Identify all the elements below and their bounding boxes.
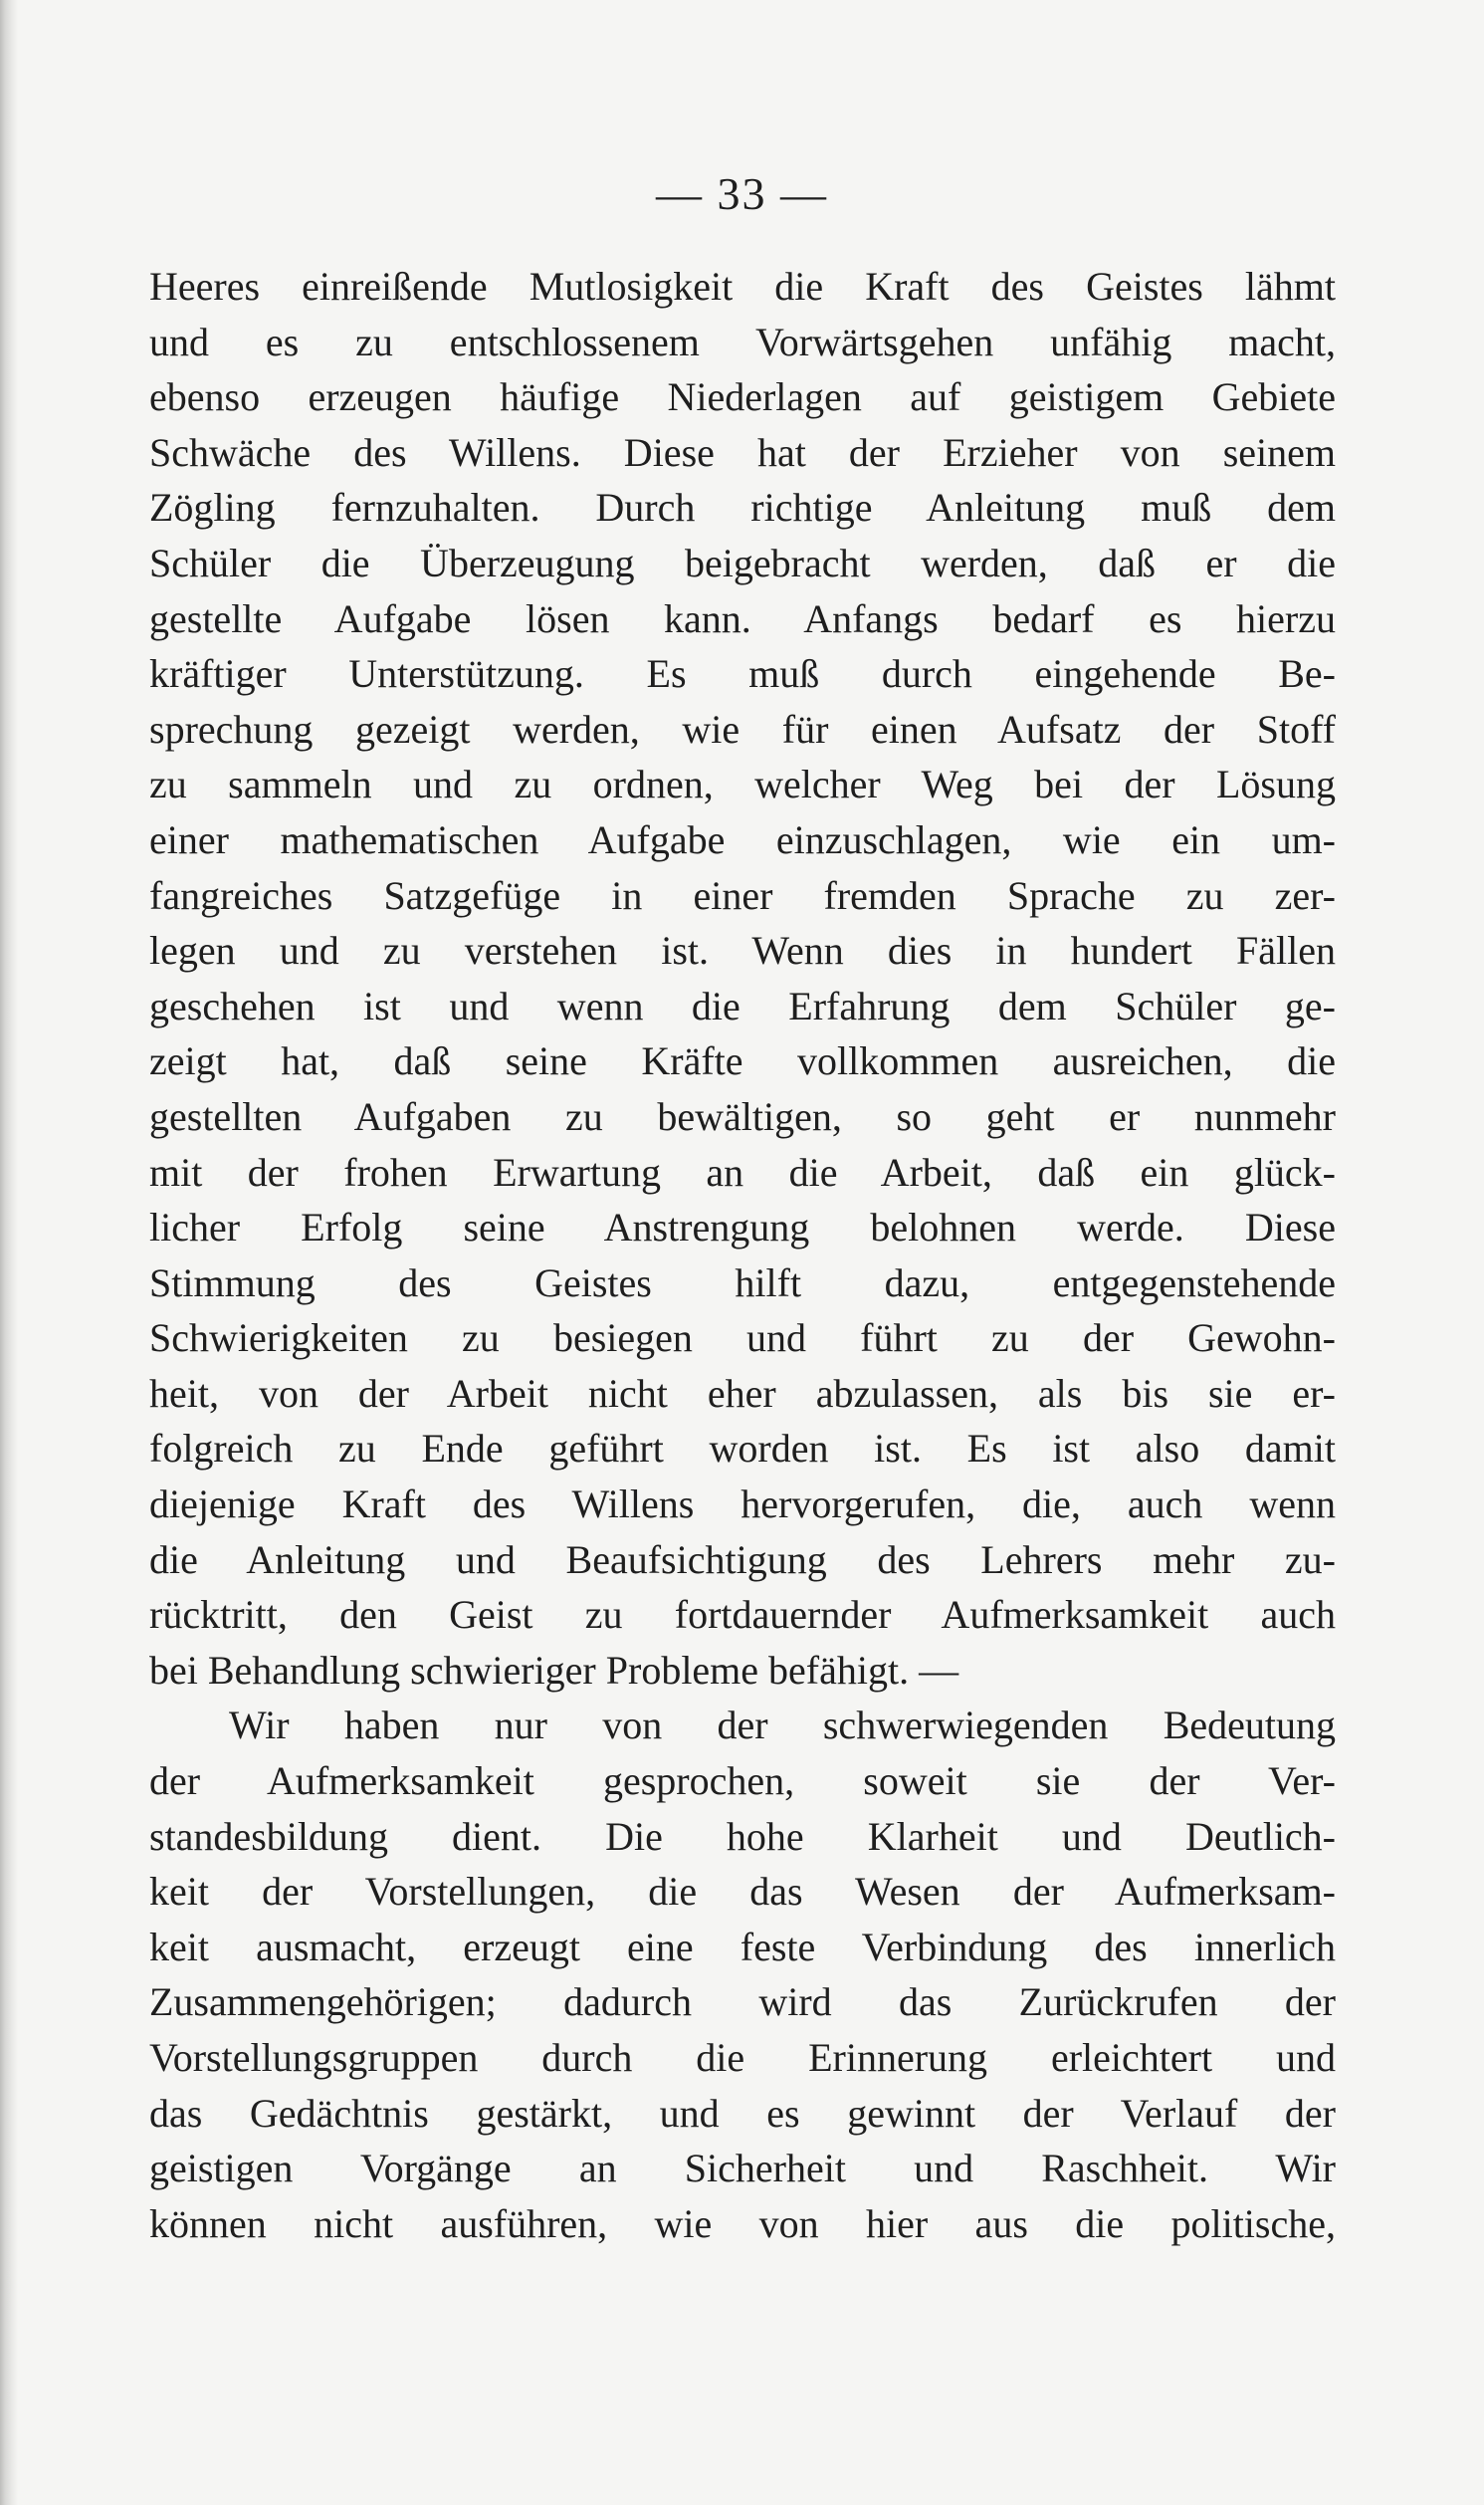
page-number: — 33 — bbox=[656, 168, 828, 219]
text-line: Stimmung des Geistes hilft dazu, entgegenstehende bbox=[149, 1259, 1336, 1305]
text-line: Schwäche des Willens. Diese hat der Erzieher von seinem bbox=[149, 429, 1336, 475]
text-line: Zögling fernzuhalten. Durch richtige Anleitung muß dem bbox=[149, 485, 1336, 531]
text-line: licher Erfolg seine Anstrengung belohnen werde. Diese bbox=[149, 1205, 1336, 1251]
text-line: gestellte Aufgabe lösen kann. Anfangs bedarf es hierzu bbox=[149, 595, 1336, 641]
text-line: bei Behandlung schwieriger Probleme befähigt. — bbox=[149, 1647, 959, 1693]
text-line: geistigen Vorgänge an Sicherheit und Raschheit. Wir bbox=[149, 2146, 1336, 2191]
text-line: und es zu entschlossenem Vorwärtsgehen unfähig macht, bbox=[149, 319, 1336, 364]
text-line: rücktritt, den Geist zu fortdauernder Aufmerksamkeit auch bbox=[149, 1592, 1336, 1638]
text-line: gestellten Aufgaben zu bewältigen, so geht er nunmehr bbox=[149, 1093, 1336, 1139]
text-line: die Anleitung und Beaufsichtigung des Lehrers mehr zu- bbox=[149, 1536, 1336, 1582]
text-line: legen und zu verstehen ist. Wenn dies in hundert Fällen bbox=[149, 928, 1336, 974]
text-line: Schwierigkeiten zu besiegen und führt zu der Gewohn- bbox=[149, 1315, 1336, 1361]
text-line: sprechung gezeigt werden, wie für einen Aufsatz der Stoff bbox=[149, 706, 1336, 752]
text-line: heit, von der Arbeit nicht eher abzulassen, als bis sie er- bbox=[149, 1370, 1336, 1416]
body-text bbox=[149, 259, 1336, 2251]
paragraph-1 bbox=[149, 259, 1336, 1698]
text-line: zu sammeln und zu ordnen, welcher Weg bei der Lösung bbox=[149, 762, 1336, 807]
text-line: Zusammengehörigen; dadurch wird das Zurückrufen der bbox=[149, 1979, 1336, 2025]
paragraph-2 bbox=[149, 1698, 1336, 2251]
text-line: kräftiger Unterstützung. Es muß durch eingehende Be- bbox=[149, 651, 1336, 697]
text-line: können nicht ausführen, wie von hier aus die politische, bbox=[149, 2200, 1336, 2246]
text-line: Vorstellungsgruppen durch die Erinnerung erleichtert und bbox=[149, 2035, 1336, 2080]
text-line: standesbildung dient. Die hohe Klarheit und Deutlich- bbox=[149, 1813, 1336, 1859]
text-line: mit der frohen Erwartung an die Arbeit, daß ein glück- bbox=[149, 1149, 1336, 1195]
text-line: folgreich zu Ende geführt worden ist. Es ist also damit bbox=[149, 1426, 1336, 1472]
text-line: fangreiches Satzgefüge in einer fremden Sprache zu zer- bbox=[149, 872, 1336, 918]
text-line: einer mathematischen Aufgabe einzuschlagen, wie ein um- bbox=[149, 816, 1336, 862]
text-line: der Aufmerksamkeit gesprochen, soweit sie der Ver- bbox=[149, 1758, 1336, 1804]
text-line: Heeres einreißende Mutlosigkeit die Kraft des Geistes lähmt bbox=[149, 264, 1336, 309]
text-line: zeigt hat, daß seine Kräfte vollkommen ausreichen, die bbox=[149, 1038, 1336, 1084]
text-line: Schüler die Überzeugung beigebracht werden, daß er die bbox=[149, 540, 1336, 585]
page-binding-edge bbox=[0, 0, 18, 2505]
text-line: keit der Vorstellungen, die das Wesen der Aufmerksam- bbox=[149, 1869, 1336, 1915]
text-line: keit ausmacht, erzeugt eine feste Verbindung des innerlich bbox=[149, 1924, 1336, 1969]
text-line: Wir haben nur von der schwerwiegenden Bedeutung bbox=[229, 1703, 1336, 1748]
text-line: diejenige Kraft des Willens hervorgerufen, die, auch wenn bbox=[149, 1481, 1336, 1527]
text-line: das Gedächtnis gestärkt, und es gewinnt der Verlauf der bbox=[149, 2090, 1336, 2136]
text-line: ebenso erzeugen häufige Niederlagen auf geistigem Gebiete bbox=[149, 374, 1336, 420]
text-line: geschehen ist und wenn die Erfahrung dem Schüler ge- bbox=[149, 983, 1336, 1028]
